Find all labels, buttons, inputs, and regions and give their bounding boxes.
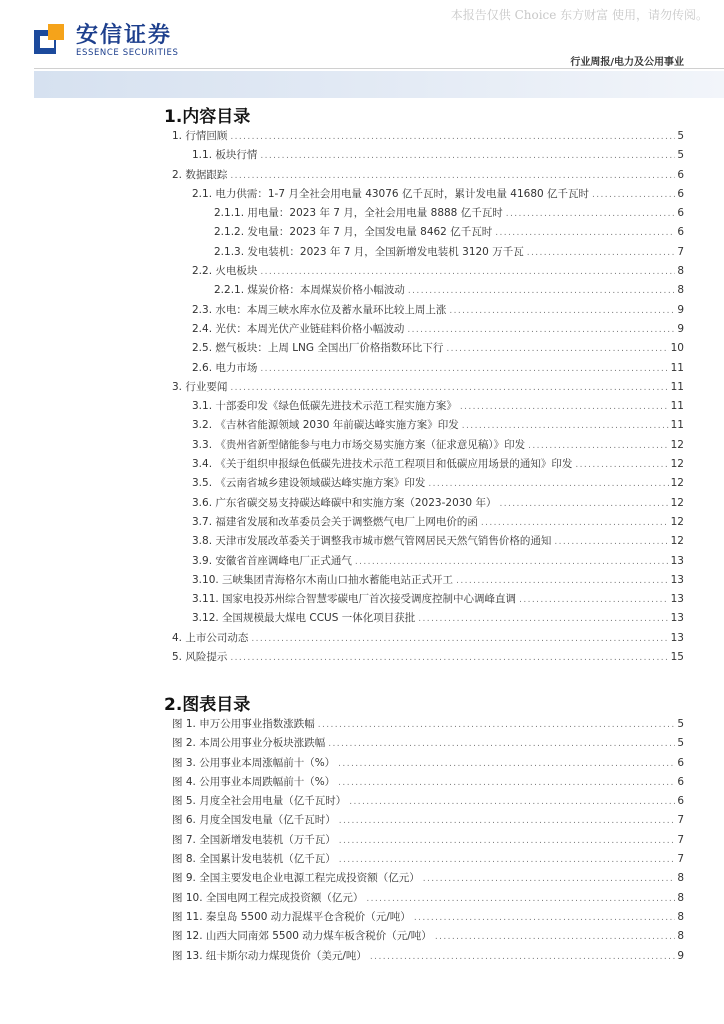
entry-label: 3.6. 广东省碳交易支持碳达峰碳中和实施方案（2023-2030 年） (192, 496, 497, 509)
entry-label: 1. 行情回顾 (172, 130, 228, 142)
page-number: 6 (677, 756, 684, 769)
page-number: 11 (670, 380, 684, 393)
entry-label: 图 9. 全国主要发电企业电源工程完成投资额（亿元） (172, 872, 420, 885)
dot-leader (230, 167, 675, 186)
dot-leader (260, 263, 675, 282)
entry-label: 2. 数据跟踪 (172, 168, 228, 181)
dot-leader (481, 514, 669, 533)
entry-label: 3.2. 《吉林省能源领域 2030 年前碳达峰实施方案》印发 (192, 419, 459, 432)
toc-entry[interactable] (164, 455, 684, 474)
dot-leader (435, 928, 676, 947)
dot-leader (499, 495, 668, 514)
page-number: 5 (677, 149, 684, 162)
page-number: 6 (677, 168, 684, 181)
entry-label: 3.4. 《关于组织申报绿色低碳先进技术示范工程项目和低碳应用场景的通知》印发 (192, 458, 573, 471)
dot-leader (428, 475, 668, 494)
dot-leader (318, 716, 676, 735)
figure-entry[interactable] (164, 869, 684, 888)
entry-label: 5. 风险提示 (172, 651, 228, 664)
page-number: 5 (677, 130, 684, 142)
figure-entry[interactable] (164, 908, 684, 927)
entry-label: 图 1. 申万公用事业指数涨跌幅 (172, 718, 315, 730)
entry-label: 2.5. 燃气板块：上周 LNG 全国出厂价格指数环比下行 (192, 342, 444, 355)
report-category: 行业周报/电力及公用事业 (570, 57, 684, 68)
dot-leader (339, 812, 676, 831)
entry-label: 图 12. 山西大同南郊 5500 动力煤车板含税价（元/吨） (172, 930, 432, 943)
entry-label: 2.1.1. 用电量：2023 年 7 月，全社会用电量 8888 亿千瓦时 (214, 207, 503, 220)
page-number: 7 (677, 833, 684, 846)
dot-leader (260, 360, 668, 379)
page-number: 12 (670, 515, 684, 528)
page-number: 12 (670, 477, 684, 490)
dot-leader (230, 649, 668, 668)
figure-entry[interactable] (164, 811, 684, 830)
page-number: 12 (670, 438, 684, 451)
dot-leader (338, 774, 675, 793)
entry-label: 3.10. 三峡集团青海格尔木南山口抽水蓄能电站正式开工 (192, 573, 454, 586)
dot-leader (339, 832, 676, 851)
entry-label: 2.1. 电力供需：1-7 月全社会用电量 43076 亿千瓦时，累计发电量 41680 亿千瓦时 (192, 187, 590, 200)
dot-leader (338, 755, 675, 774)
entry-label: 图 13. 纽卡斯尔动力煤现货价（美元/吨） (172, 949, 367, 962)
page-number: 12 (670, 458, 684, 471)
toc-entry[interactable] (164, 416, 684, 435)
toc-entry[interactable] (164, 320, 684, 339)
dot-leader (355, 553, 669, 572)
page-number: 13 (670, 573, 684, 586)
toc-entry[interactable] (164, 166, 684, 185)
page-number: 5 (677, 718, 684, 730)
toc-entry[interactable] (164, 494, 684, 513)
toc-entry[interactable] (164, 609, 684, 628)
entry-label: 图 10. 全国电网工程完成投资额（亿元） (172, 891, 364, 904)
dot-leader (414, 909, 676, 928)
dot-leader (462, 417, 669, 436)
dot-leader (230, 379, 668, 398)
page-number: 8 (677, 265, 684, 278)
toc-entry[interactable] (164, 127, 684, 146)
entry-label: 4. 上市公司动态 (172, 631, 249, 644)
logo-mark-icon (34, 24, 68, 58)
figure-entry[interactable] (164, 734, 684, 753)
entry-label: 2.6. 电力市场 (192, 361, 258, 374)
dot-leader (554, 533, 668, 552)
page-number: 8 (677, 284, 684, 297)
toc-entry[interactable] (164, 146, 684, 165)
toc-entry[interactable] (164, 436, 684, 455)
page-number: 8 (677, 872, 684, 885)
dot-leader (519, 591, 669, 610)
figure-entry[interactable] (164, 773, 684, 792)
dot-leader (366, 890, 675, 909)
page-number: 8 (677, 930, 684, 943)
page-number: 7 (677, 814, 684, 827)
entry-label: 图 11. 秦皇岛 5500 动力混煤平仓含税价（元/吨） (172, 910, 411, 923)
dot-leader (349, 793, 675, 812)
entry-label: 2.4. 光伏：本周光伏产业链硅料价格小幅波动 (192, 322, 405, 335)
entry-label: 3.8. 天津市发展改革委关于调整我市城市燃气管网居民天然气销售价格的通知 (192, 535, 552, 548)
toc-entry[interactable] (164, 397, 684, 416)
entry-label: 图 8. 全国累计发电装机（亿千瓦） (172, 853, 336, 866)
dot-leader (449, 302, 675, 321)
entry-label: 3.11. 国家电投苏州综合智慧零碳电厂首次接受调度控制中心调峰直调 (192, 593, 517, 606)
toc-entry[interactable] (164, 339, 684, 358)
page-number: 8 (677, 910, 684, 923)
entry-label: 3.9. 安徽省首座调峰电厂正式通气 (192, 554, 352, 567)
page-number: 12 (670, 496, 684, 509)
toc-entry[interactable] (164, 185, 684, 204)
toc-entry[interactable] (164, 204, 684, 223)
toc-entry[interactable] (164, 243, 684, 262)
entry-label: 3.1. 十部委印发《绿色低碳先进技术示范工程实施方案》 (192, 400, 457, 413)
figure-entry[interactable] (164, 947, 684, 966)
page-number: 6 (677, 795, 684, 808)
toc-entry[interactable] (164, 281, 684, 300)
header-divider (34, 68, 724, 69)
company-logo (34, 24, 179, 58)
toc-entry[interactable] (164, 262, 684, 281)
page-number: 15 (670, 651, 684, 664)
dot-leader (339, 851, 676, 870)
entry-label: 3.12. 全国规模最大煤电 CCUS 一体化项目获批 (192, 612, 416, 625)
entry-label: 3. 行业要闻 (172, 380, 228, 393)
entry-label: 3.5. 《云南省城乡建设领域碳达峰实施方案》印发 (192, 477, 426, 490)
dot-leader (528, 437, 669, 456)
entry-label: 图 3. 公用事业本周涨幅前十（%） (172, 756, 336, 769)
figure-entry[interactable] (164, 850, 684, 869)
page-number: 6 (677, 207, 684, 220)
page-number: 9 (677, 949, 684, 962)
header-band (34, 71, 724, 98)
page-number: 6 (677, 226, 684, 239)
toc-entry[interactable] (164, 629, 684, 648)
figure-entry[interactable] (164, 792, 684, 811)
page-number: 11 (670, 361, 684, 374)
toc-entry[interactable] (164, 474, 684, 493)
figure-list-title: 2.图表目录 (164, 695, 251, 715)
entry-label: 3.3. 《贵州省新型储能参与电力市场交易实施方案（征求意见稿）》印发 (192, 438, 526, 451)
page-number: 10 (670, 342, 684, 355)
page-number: 13 (670, 612, 684, 625)
page-number: 7 (677, 853, 684, 866)
toc-entry[interactable] (164, 648, 684, 667)
toc-entry[interactable] (164, 359, 684, 378)
dot-leader (230, 128, 675, 147)
entry-label: 3.7. 福建省发展和改革委员会关于调整燃气电厂上网电价的函 (192, 515, 478, 528)
entry-label: 图 7. 全国新增发电装机（万千瓦） (172, 833, 336, 846)
entry-label: 图 6. 月度全国发电量（亿千瓦时） (172, 814, 336, 827)
logo-name-en: ESSENCE SECURITIES (76, 48, 179, 58)
page-number: 9 (677, 322, 684, 335)
toc-entry[interactable] (164, 513, 684, 532)
page-number: 13 (670, 593, 684, 606)
page-number: 7 (677, 245, 684, 258)
watermark: 本报告仅供 Choice 东方财富 使用，请勿传阅。 (450, 8, 708, 22)
page-number: 6 (677, 187, 684, 200)
page-number: 11 (670, 400, 684, 413)
page-number: 5 (677, 737, 684, 750)
toc-entry[interactable] (164, 571, 684, 590)
dot-leader (495, 224, 675, 243)
page-number: 11 (670, 419, 684, 432)
dot-leader (575, 456, 668, 475)
dot-leader (460, 398, 669, 417)
entry-label: 图 4. 公用事业本周跌幅前十（%） (172, 775, 336, 788)
page-number: 6 (677, 775, 684, 788)
entry-label: 图 5. 月度全社会用电量（亿千瓦时） (172, 795, 347, 808)
entry-label: 2.3. 水电：本周三峡水库水位及蓄水量环比较上周上涨 (192, 303, 447, 316)
dot-leader (328, 735, 675, 754)
toc-entry[interactable] (164, 532, 684, 551)
entry-label: 图 2. 本周公用事业分板块涨跌幅 (172, 737, 326, 750)
page-number: 12 (670, 535, 684, 548)
entry-label: 2.2. 火电板块 (192, 265, 258, 278)
figure-entry[interactable] (164, 715, 684, 734)
figure-entry[interactable] (164, 831, 684, 850)
figure-entry[interactable] (164, 927, 684, 946)
toc-entry[interactable] (164, 301, 684, 320)
logo-name-cn: 安信证券 (76, 23, 173, 48)
dot-leader (251, 630, 668, 649)
page-number: 9 (677, 303, 684, 316)
entry-label: 2.1.3. 发电装机：2023 年 7 月，全国新增发电装机 3120 万千瓦 (214, 245, 524, 258)
table-of-contents (164, 127, 684, 667)
toc-entry[interactable] (164, 590, 684, 609)
dot-leader (456, 572, 669, 591)
entry-label: 1.1. 板块行情 (192, 149, 258, 162)
toc-entry[interactable] (164, 552, 684, 571)
toc-entry[interactable] (164, 378, 684, 397)
figure-entry[interactable] (164, 754, 684, 773)
page-number: 13 (670, 631, 684, 644)
dot-leader (370, 948, 675, 967)
dot-leader (592, 186, 675, 205)
dot-leader (260, 147, 675, 166)
dot-leader (527, 244, 676, 263)
toc-entry[interactable] (164, 223, 684, 242)
dot-leader (446, 340, 668, 359)
page-number: 8 (677, 891, 684, 904)
figure-entry[interactable] (164, 889, 684, 908)
dot-leader (408, 282, 675, 301)
dot-leader (506, 205, 676, 224)
entry-label: 2.2.1. 煤炭价格：本周煤炭价格小幅波动 (214, 284, 405, 297)
figure-list (164, 715, 684, 966)
entry-label: 2.1.2. 发电量：2023 年 7 月，全国发电量 8462 亿千瓦时 (214, 226, 493, 239)
dot-leader (418, 610, 668, 629)
dot-leader (423, 870, 676, 889)
dot-leader (407, 321, 675, 340)
page-number: 13 (670, 554, 684, 567)
toc-title: 1.内容目录 (164, 107, 251, 127)
